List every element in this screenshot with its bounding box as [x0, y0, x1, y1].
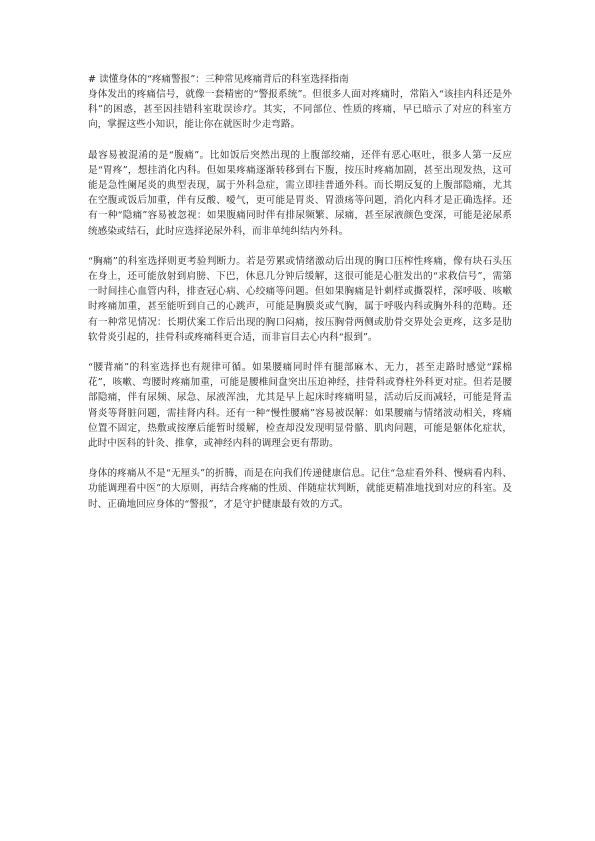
abdominal-pain-paragraph: 最容易被混淆的是“腹痛”。比如饭后突然出现的上腹部绞痛，还伴有恶心呕吐，很多人第一反应是“胃疼”，想挂消化内科。但如果疼痛逐渐转移到右下腹，按压时疼痛加剧，甚至出现发热，这可能是急性阑尾炎的典型表现，属于外科急症，需立即挂普通外科。而长期反复的上腹部隐痛，尤其在空腹或饭后加重，伴有反酸、嗳气，更可能是胃炎、胃溃疡等问题，消化内科才是正确选择。还有一种“隐痛”容易被忽视：如果腹痛同时伴有排尿频繁、尿痛，甚至尿液颜色变深，可能是泌尿系统感染或结石，此时应选择泌尿外科，而非单纯纠结内外科。 [88, 149, 512, 237]
chest-pain-paragraph: “胸痛”的科室选择则更考验判断力。若是劳累或情绪激动后出现的胸口压榨性疼痛，像有块石头压在身上，还可能放射到肩膀、下巴，休息几分钟后缓解，这很可能是心脏发出的“求救信号”，需第一时间挂心血管内科，排查冠心病、心绞痛等问题。但如果胸痛是针刺样或撕裂样，深呼吸、咳嗽时疼痛加重，甚至能听到自己的心跳声，可能是胸膜炎或气胸，属于呼吸内科或胸外科的范畴。还有一种常见情况：长期伏案工作后出现的胸口闷痛，按压胸骨两侧或肋骨交界处会更疼，这多是肋软骨炎引起的，挂骨科或疼痛科更合适，而非盲目去心内科“报到”。 [88, 255, 512, 343]
intro-paragraph: 身体发出的疼痛信号，就像一套精密的“警报系统”。但很多人面对疼痛时，常陷入“该挂内科还是外科”的困惑，甚至因挂错科室耽误诊疗。其实，不同部位、性质的疼痛，早已暗示了对应的科室方向，掌握这些小知识，能让你在就医时少走弯路。 [88, 89, 512, 131]
conclusion-paragraph: 身体的疼痛从不是“无厘头”的折腾，而是在向我们传递健康信息。记住“急症看外科、慢病看内科、功能调理看中医”的大原则，再结合疼痛的性质、伴随症状判断，就能更精准地找到对应的科室。及时、正确地回应身体的“警报”，才是守护健康最有效的方式。 [88, 468, 512, 510]
paragraph-spacer [88, 133, 512, 148]
paragraph-spacer [88, 345, 512, 360]
document-page [88, 72, 512, 512]
document-title: # 读懂身体的“疼痛警报”：三种常见疼痛背后的科室选择指南 [88, 74, 349, 85]
paragraph-spacer [88, 451, 512, 466]
paragraph-spacer [88, 239, 512, 254]
back-pain-paragraph: “腰背痛”的科室选择也有规律可循。如果腰痛同时伴有腿部麻木、无力，甚至走路时感觉“踩棉花”，咳嗽、弯腰时疼痛加重，可能是腰椎间盘突出压迫神经，挂骨科或脊柱外科更对症。但若是腰部隐痛，伴有尿频、尿急、尿液浑浊，尤其是早上起床时疼痛明显，活动后反而减轻，可能是肾盂肾炎等肾脏问题，需挂肾内科。还有一种“慢性腰痛”容易被误解：如果腰痛与情绪波动相关，疼痛位置不固定，热敷或按摩后能暂时缓解，检查却没发现明显骨骼、肌肉问题，可能是躯体化症状，此时中医科的针灸、推拿，或神经内科的调理会更有帮助。 [88, 362, 512, 450]
